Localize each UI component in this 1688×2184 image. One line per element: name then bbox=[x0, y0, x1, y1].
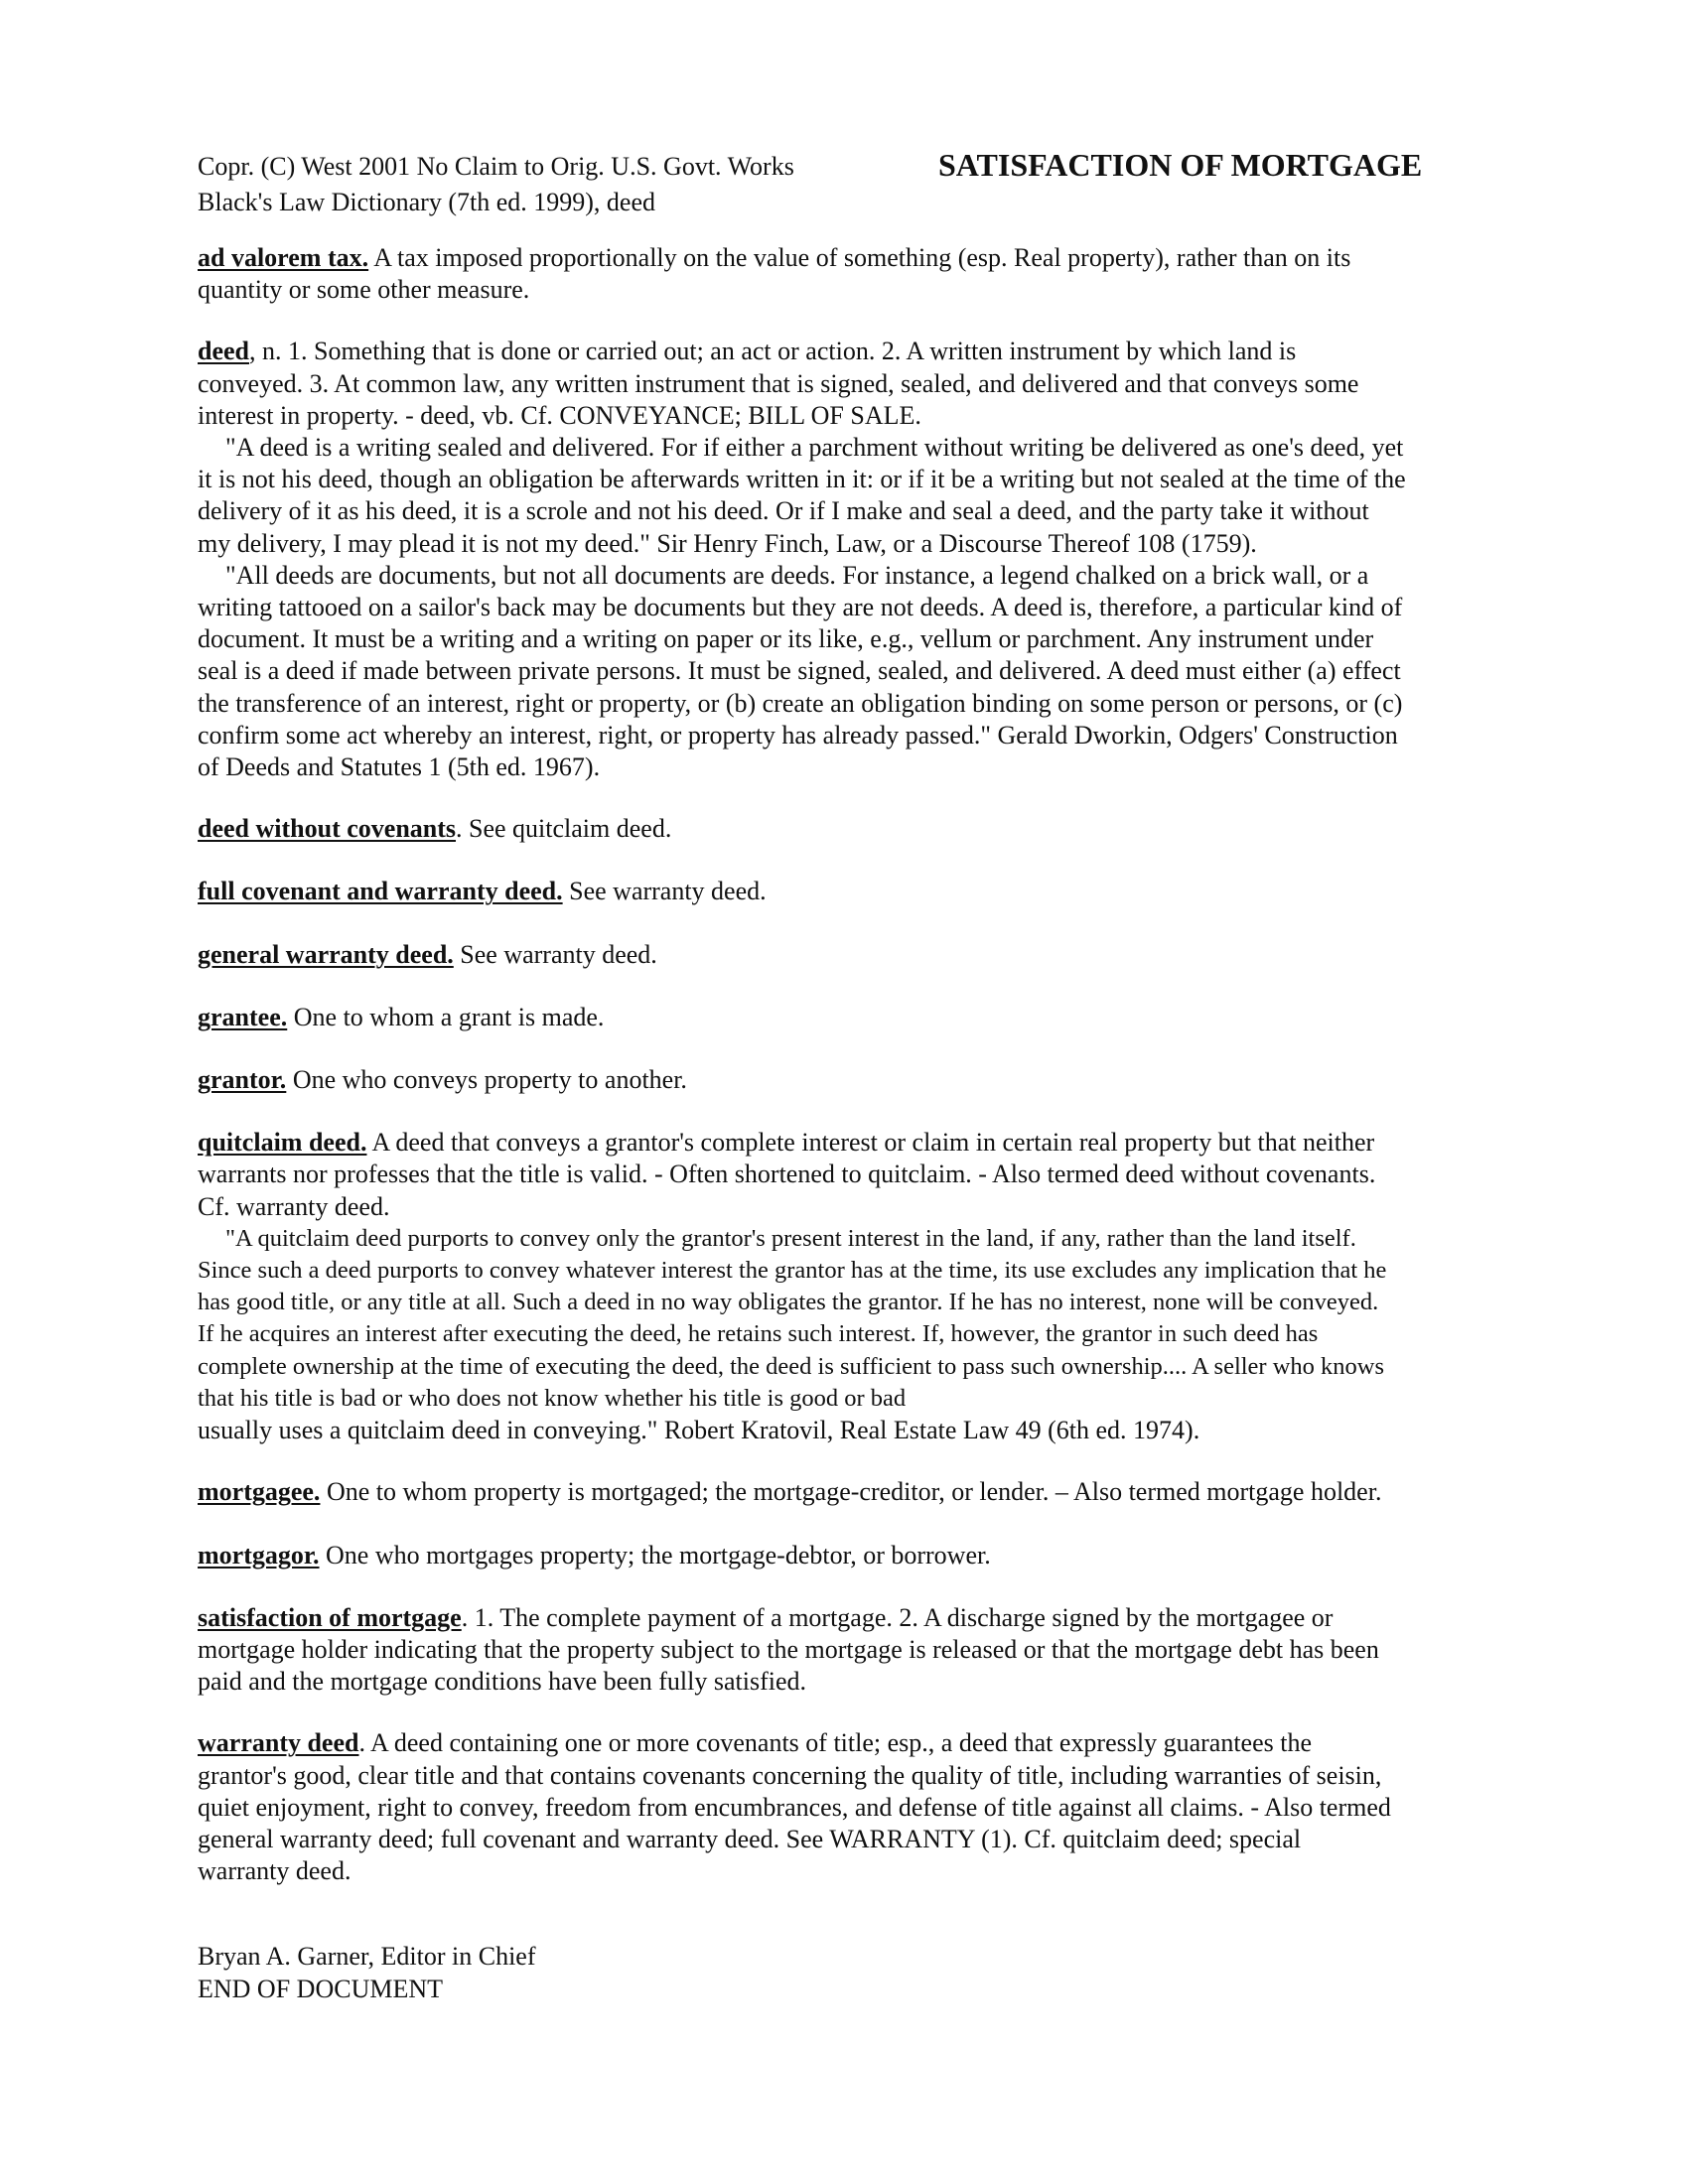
quote-line: of Deeds and Statutes 1 (5th ed. 1967). bbox=[198, 752, 601, 782]
definition-text: . A deed containing one or more covenants of title; esp., a deed that expressly guarantees the bbox=[358, 1728, 1313, 1758]
editor-credit: Bryan A. Garner, Editor in Chief bbox=[198, 1942, 536, 1972]
entry-mortgagor bbox=[198, 1540, 1488, 1571]
copyright-notice: Copr. (C) West 2001 No Claim to Orig. U.S. Govt. Works bbox=[198, 152, 794, 181]
definition-text: See warranty deed. bbox=[562, 877, 767, 906]
quote-line: If he acquires an interest after executing the deed, he retains such interest. If, however, the grantor in such deed has bbox=[198, 1320, 1319, 1348]
document-footer bbox=[198, 1941, 1488, 2004]
quote-line: seal is a deed if made between private persons. It must be signed, sealed, and delivered. A deed must either (a) effect bbox=[198, 656, 1401, 686]
document-page bbox=[198, 149, 1488, 2005]
term: mortgagor. bbox=[198, 1540, 320, 1570]
quote-line: "A deed is a writing sealed and delivered. For if either a parchment without writing be delivered as one's deed, yet bbox=[225, 433, 1404, 463]
source-citation: Black's Law Dictionary (7th ed. 1999), deed bbox=[198, 188, 655, 216]
quote-dworkin bbox=[198, 560, 1488, 783]
end-of-document: END OF DOCUMENT bbox=[198, 1974, 443, 2003]
definition-text: interest in property. - deed, vb. Cf. CONVEYANCE; BILL OF SALE. bbox=[198, 400, 921, 430]
quote-line: usually uses a quitclaim deed in conveying." Robert Kratovil, Real Estate Law 49 (6th ed. 1974). bbox=[198, 1416, 1200, 1445]
definition-text: paid and the mortgage conditions have been fully satisfied. bbox=[198, 1667, 806, 1697]
definition-text: warrants nor professes that the title is valid. - Often shortened to quitclaim. - Also termed deed without covenants. bbox=[198, 1160, 1376, 1189]
term: deed without covenants bbox=[198, 814, 457, 844]
term: mortgagee. bbox=[198, 1477, 321, 1507]
definition-text: . 1. The complete payment of a mortgage. 2. A discharge signed by the mortgagee or bbox=[461, 1602, 1334, 1632]
entry-grantor bbox=[198, 1064, 1488, 1096]
document-title: SATISFACTION OF MORTGAGE bbox=[938, 147, 1423, 183]
term: full covenant and warranty deed. bbox=[198, 877, 563, 906]
definition-text: Cf. warranty deed. bbox=[198, 1191, 390, 1221]
quote-finch bbox=[198, 432, 1488, 560]
quote-line: it is not his deed, though an obligation be afterwards written in it: or if it be a writing but not sealed at the time of the bbox=[198, 465, 1406, 494]
definition-text: mortgage holder indicating that the property subject to the mortgage is released or that the mortgage debt has been bbox=[198, 1634, 1379, 1664]
term: grantor. bbox=[198, 1065, 287, 1095]
term: deed bbox=[198, 337, 249, 366]
quote-line: that his title is bad or who does not know whether his title is good or bad bbox=[198, 1384, 907, 1412]
quote-line: Since such a deed purports to convey whatever interest the grantor has at the time, its use excludes any implication that he bbox=[198, 1257, 1387, 1285]
entry-mortgagee bbox=[198, 1476, 1488, 1508]
entry-ad-valorem-tax bbox=[198, 242, 1488, 306]
definition-text: A deed that conveys a grantor's complete interest or claim in certain real property but that neither bbox=[366, 1128, 1375, 1158]
definition-text: See warranty deed. bbox=[453, 939, 657, 969]
definition-text: warranty deed. bbox=[198, 1856, 352, 1886]
quote-kratovil bbox=[198, 1223, 1488, 1446]
quote-line: the transference of an interest, right or property, or (b) create an obligation binding on some person or persons, or (c) bbox=[198, 688, 1403, 718]
definition-text: . See quitclaim deed. bbox=[456, 814, 672, 844]
entry-general-warranty-deed bbox=[198, 939, 1488, 971]
definition-text: general warranty deed; full covenant and warranty deed. See WARRANTY (1). Cf. quitclaim deed; special bbox=[198, 1824, 1302, 1853]
definition-text: quiet enjoyment, right to convey, freedom from encumbrances, and defense of title against all claims. - Also termed bbox=[198, 1792, 1391, 1822]
document-header bbox=[198, 149, 1488, 228]
entry-quitclaim-deed bbox=[198, 1127, 1488, 1446]
definition-text: One who conveys property to another. bbox=[286, 1065, 687, 1095]
term: satisfaction of mortgage bbox=[198, 1602, 462, 1632]
term: quitclaim deed. bbox=[198, 1128, 367, 1158]
definition-text: conveyed. 3. At common law, any written instrument that is signed, sealed, and delivered and that conveys some bbox=[198, 368, 1359, 398]
entry-full-covenant-and-warranty-deed bbox=[198, 876, 1488, 907]
definition-text: One to whom a grant is made. bbox=[287, 1002, 605, 1031]
definition-text: , n. 1. Something that is done or carried out; an act or action. 2. A written instrument by which land is bbox=[249, 337, 1297, 366]
term: ad valorem tax. bbox=[198, 243, 369, 272]
entry-deed bbox=[198, 336, 1488, 783]
quote-line: "All deeds are documents, but not all documents are deeds. For instance, a legend chalked on a brick wall, or a bbox=[225, 560, 1369, 590]
definition-text: One to whom property is mortgaged; the mortgage-creditor, or lender. – Also termed mortgage holder. bbox=[320, 1477, 1382, 1507]
quote-line: has good title, or any title at all. Such a deed in no way obligates the grantor. If he has no interest, none will be conveyed. bbox=[198, 1289, 1379, 1316]
entry-deed-without-covenants bbox=[198, 813, 1488, 845]
definition-text: quantity or some other measure. bbox=[198, 275, 530, 305]
quote-line: document. It must be a writing and a writing on paper or its like, e.g., vellum or parchment. Any instrument under bbox=[198, 624, 1374, 654]
term: grantee. bbox=[198, 1002, 288, 1031]
term: general warranty deed. bbox=[198, 939, 454, 969]
definition-text: A tax imposed proportionally on the value of something (esp. Real property), rather than on its bbox=[368, 243, 1351, 272]
quote-line: my delivery, I may plead it is not my deed." Sir Henry Finch, Law, or a Discourse Thereof 108 (1759). bbox=[198, 528, 1257, 558]
quote-line: confirm some act whereby an interest, right, or property has already passed." Gerald Dworkin, Odgers' Construction bbox=[198, 720, 1398, 750]
term: warranty deed bbox=[198, 1728, 359, 1758]
entry-grantee bbox=[198, 1002, 1488, 1033]
definition-text: grantor's good, clear title and that contains covenants concerning the quality of title, including warranties of seisin, bbox=[198, 1760, 1382, 1790]
quote-line: "A quitclaim deed purports to convey only the grantor's present interest in the land, if any, rather than the land itself. bbox=[225, 1224, 1356, 1252]
quote-line: writing tattooed on a sailor's back may be documents but they are not deeds. A deed is, therefore, a particular kind of bbox=[198, 593, 1403, 622]
definition-text: One who mortgages property; the mortgage-debtor, or borrower. bbox=[319, 1540, 991, 1570]
entry-warranty-deed bbox=[198, 1727, 1488, 1887]
quote-line: delivery of it as his deed, it is a scrole and not his deed. Or if I make and seal a deed, and the party take it without bbox=[198, 496, 1369, 526]
quote-line: complete ownership at the time of executing the deed, the deed is sufficient to pass such ownership.... A seller who knows bbox=[198, 1352, 1385, 1380]
entry-satisfaction-of-mortgage bbox=[198, 1602, 1488, 1699]
